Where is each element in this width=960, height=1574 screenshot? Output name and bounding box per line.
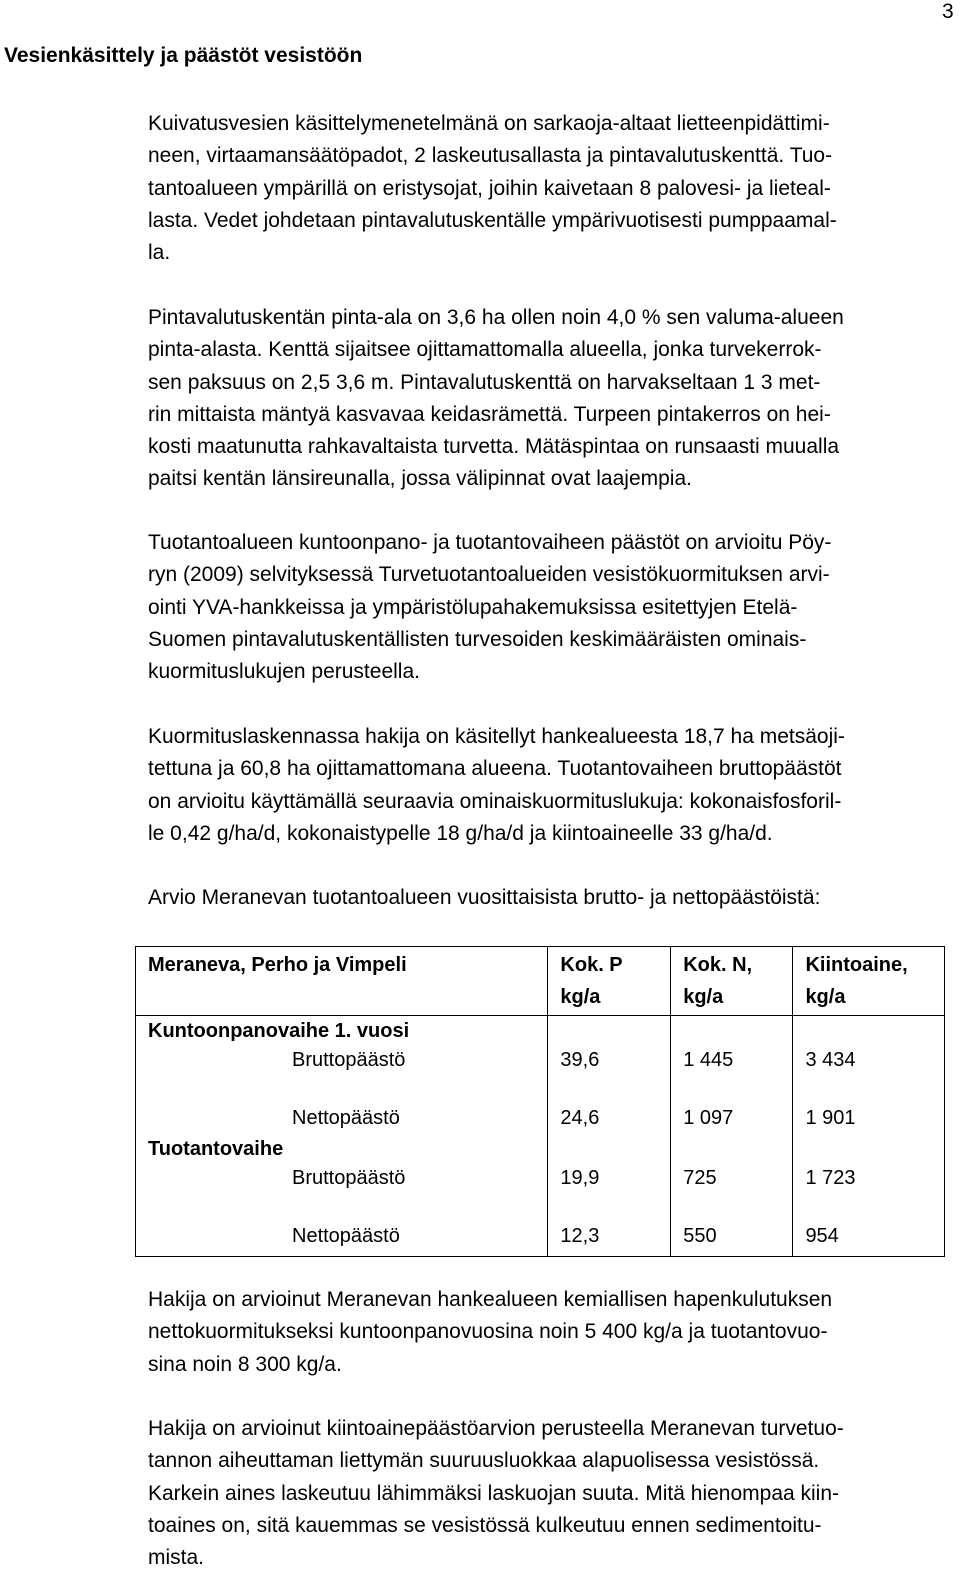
row-label: Nettopäästö bbox=[136, 1104, 548, 1134]
value-phosphorus: 19,9 bbox=[548, 1164, 671, 1222]
value-solids: 1 901 bbox=[793, 1104, 945, 1134]
table-row bbox=[136, 1222, 945, 1257]
value-phosphorus: 39,6 bbox=[548, 1046, 671, 1104]
value-nitrogen: 725 bbox=[671, 1164, 793, 1222]
value-nitrogen: 1 445 bbox=[671, 1046, 793, 1104]
phase-label: Kuntoonpanovaihe 1. vuosi bbox=[136, 1016, 548, 1047]
table-row bbox=[136, 1134, 945, 1164]
paragraph-field-area: Pintavalutuskentän pinta-ala on 3,6 ha ollen noin 4,0 % sen valuma-alueen pinta-alasta. Kenttä sijaitsee ojittamattomalla alueella, jonka turvekerrok- sen paksuus on 2,5 3,6 m. Pintavalutuskenttä on harvakseltaan 1 3 met- rin mittaista mäntyä kasvavaa keidasrämettä. Turpeen pintakerros on hei- kosti maatunutta rahkavaltaista turvetta. Mätäspintaa on runsaasti muualla paitsi kentän länsireunalla, jossa välipinnat ovat laajempia. bbox=[148, 306, 844, 491]
paragraph-drainage: Kuivatusvesien käsittelymenetelmänä on sarkaoja-altaat lietteenpidättimi- neen, virtaamansäätöpadot, 2 laskeutusallasta ja pintavalutuskenttä. Tuo- tantoalueen ympärillä on eristysojat, joihin kaivetaan 8 palovesi- ja lieteal- lasta. Vedet johdetaan pintavalutuskentälle ympärivuotisesti pumppaamal- la. bbox=[148, 112, 837, 265]
value-phosphorus: 12,3 bbox=[548, 1222, 671, 1257]
paragraph-load-calculation: Kuormituslaskennassa hakija on käsitellyt hankealueesta 18,7 ha metsäoji- tettuna ja 60,8 ha ojittamattomana alueena. Tuotantovaiheen bruttopäästöt on arvioitu käyttämällä seuraavia ominaiskuormituslukuja: kokonaisfosforil- le 0,42 g/ha/d, kokonaistypelle 18 g/ha/d ja kiintoaineelle 33 g/ha/d. bbox=[148, 725, 845, 845]
paragraph-emission-estimate: Tuotantoalueen kuntoonpano- ja tuotantovaiheen päästöt on arvioitu Pöy- ryn (2009) selvityksessä Turvetuotantoalueiden vesistökuormituksen arvi- ointi YVA-hankkeissa ja ympäristölupahakemuksissa esitettyjen Etelä- Suomen pintavalutuskentällisten turvesoiden keskimääräisten ominais- kuormituslukujen perusteella. bbox=[148, 531, 832, 684]
section-heading: Vesienkäsittely ja päästöt vesistöön bbox=[4, 44, 363, 67]
table-row bbox=[136, 1164, 945, 1222]
value-phosphorus: 24,6 bbox=[548, 1104, 671, 1134]
header-solids: Kiintoaine, kg/a bbox=[793, 947, 945, 1016]
value-nitrogen: 550 bbox=[671, 1222, 793, 1257]
paragraph-oxygen-demand: Hakija on arvioinut Meranevan hankealueen kemiallisen hapenkulutuksen nettokuormitukseksi kuntoonpanovuosina noin 5 400 kg/a ja tuotantovuo- sina noin 8 300 kg/a. bbox=[148, 1288, 833, 1376]
table-header-row bbox=[136, 947, 945, 1016]
row-label: Nettopäästö bbox=[136, 1222, 548, 1257]
row-label: Bruttopäästö bbox=[136, 1164, 548, 1222]
table-row bbox=[136, 1046, 945, 1104]
emissions-table bbox=[135, 946, 945, 1257]
header-phosphorus: Kok. P kg/a bbox=[548, 947, 671, 1016]
row-label: Bruttopäästö bbox=[136, 1046, 548, 1104]
value-solids: 3 434 bbox=[793, 1046, 945, 1104]
table-row bbox=[136, 1104, 945, 1134]
value-solids: 1 723 bbox=[793, 1164, 945, 1222]
table-row bbox=[136, 1016, 945, 1047]
header-nitrogen: Kok. N, kg/a bbox=[671, 947, 793, 1016]
page-number: 3 bbox=[942, 0, 954, 23]
value-solids: 954 bbox=[793, 1222, 945, 1257]
value-nitrogen: 1 097 bbox=[671, 1104, 793, 1134]
phase-label: Tuotantovaihe bbox=[136, 1134, 548, 1164]
paragraph-siltation: Hakija on arvioinut kiintoainepäästöarvion perusteella Meranevan turvetuo- tannon aiheuttaman liettymän suuruusluokkaa alapuolisessa vesistössä. Karkein aines laskeutuu lähimmäksi laskuojan suuta. Mitä hienompaa kiin- toaines on, sitä kauemmas se vesistössä kulkeutuu ennen sedimentoitu- mista. bbox=[148, 1417, 844, 1570]
paragraph-table-intro: Arvio Meranevan tuotantoalueen vuosittaisista brutto- ja nettopäästöistä: bbox=[148, 886, 821, 909]
header-area: Meraneva, Perho ja Vimpeli bbox=[136, 947, 548, 1016]
